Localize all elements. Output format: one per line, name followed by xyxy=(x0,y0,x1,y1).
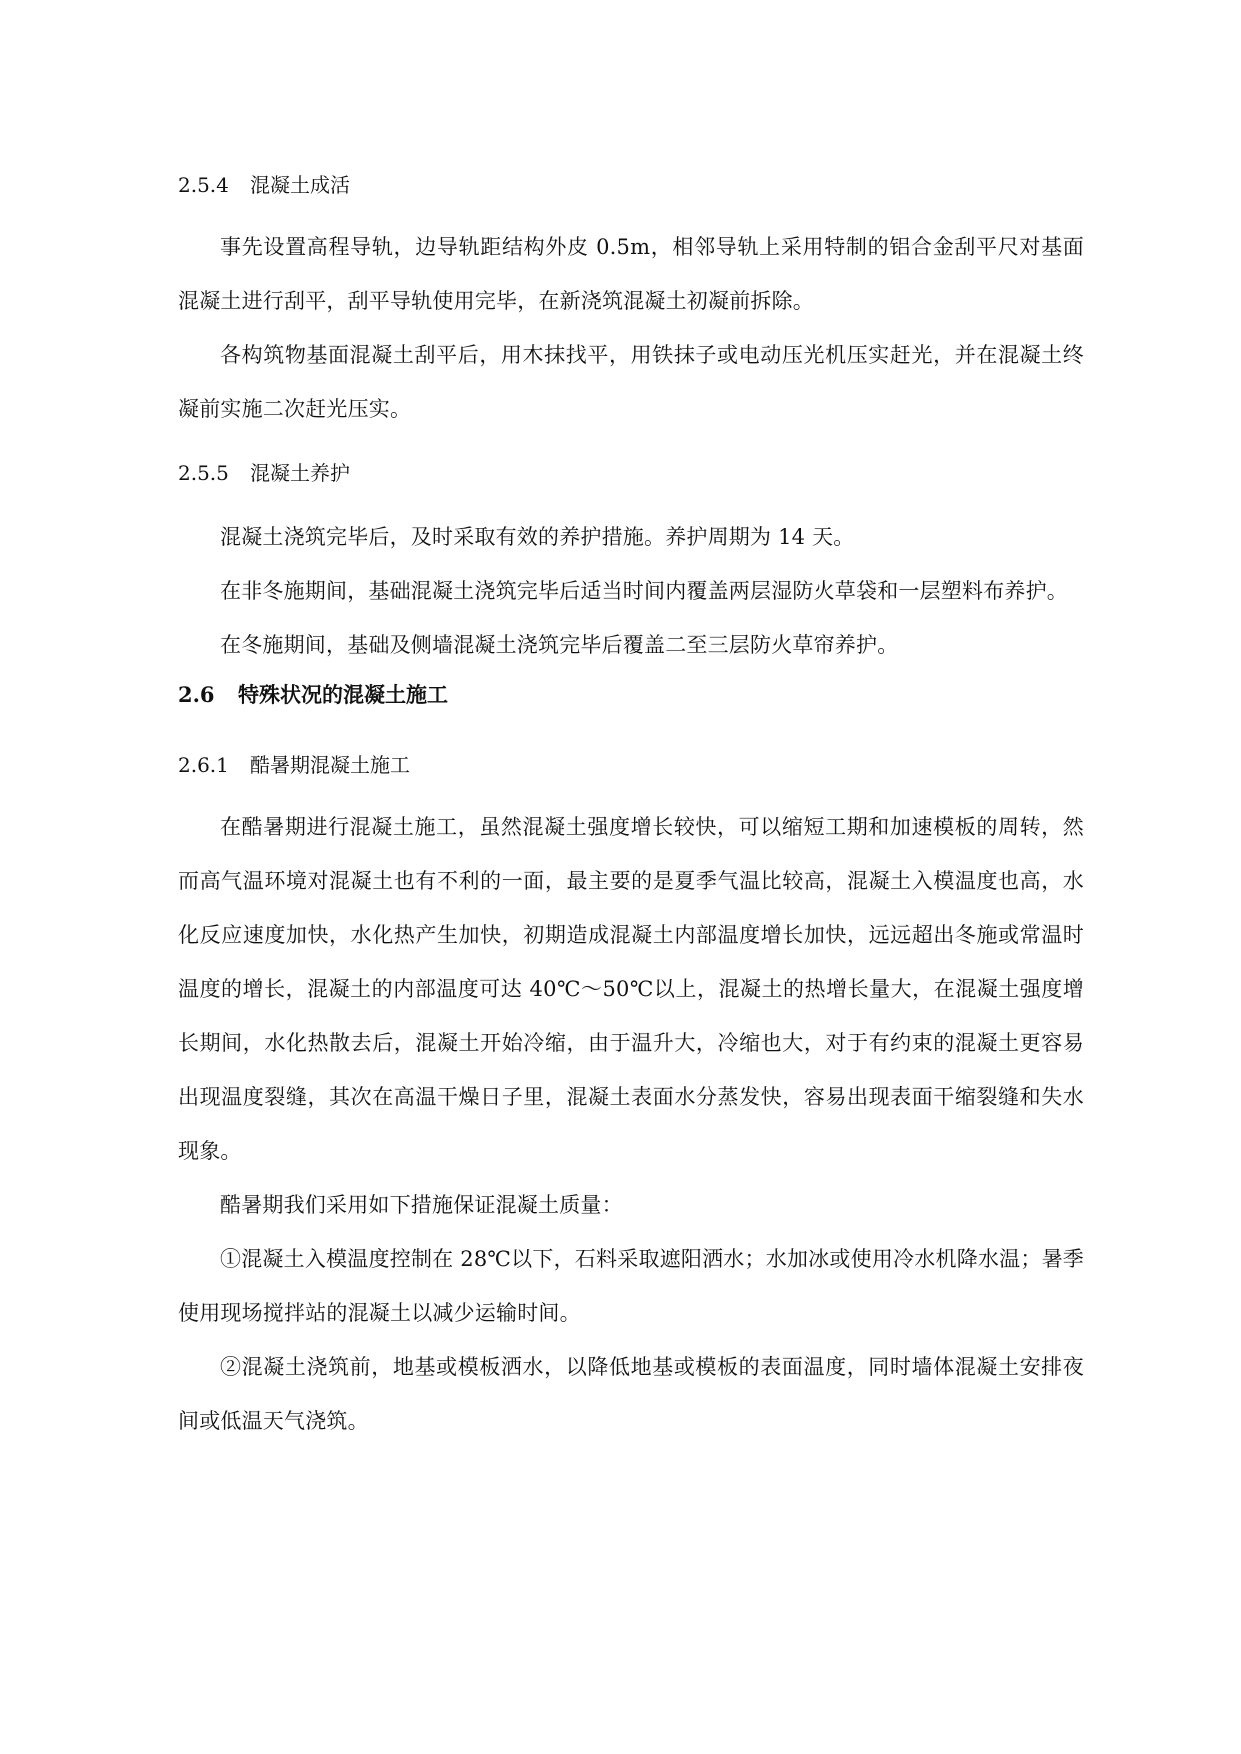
section-number: 2.5.4 xyxy=(178,173,229,197)
section-number: 2.6 xyxy=(178,682,215,707)
section-heading-2-6-1 xyxy=(178,750,1084,780)
document-body xyxy=(178,170,1084,1448)
section-heading-2-5-4 xyxy=(178,170,1084,200)
section-title: 混凝土成活 xyxy=(250,173,350,197)
section-title: 特殊状况的混凝土施工 xyxy=(238,682,448,707)
paragraph: 在酷暑期进行混凝土施工，虽然混凝土强度增长较快，可以缩短工期和加速模板的周转，然而高气温环境对混凝土也有不利的一面，最主要的是夏季气温比较高，混凝土入模温度也高，水化反应速度加快，水化热产生加快，初期造成混凝土内部温度增长加快，远远超出冬施或常温时温度的增长，混凝土的内部温度可达 40℃～50℃以上，混凝土的热增长量大，在混凝土强度增长期间，水化热散去后，混凝土开始冷缩，由于温升大，冷缩也大，对于有约束的混凝土更容易出现温度裂缝，其次在高温干燥日子里，混凝土表面水分蒸发快，容易出现表面干缩裂缝和失水现象。 xyxy=(178,815,1084,1163)
section-number: 2.6.1 xyxy=(178,753,229,777)
section-number: 2.5.5 xyxy=(178,461,229,485)
section-title: 酷暑期混凝土施工 xyxy=(250,753,410,777)
section-title: 混凝土养护 xyxy=(250,461,350,485)
paragraph: 在冬施期间，基础及侧墙混凝土浇筑完毕后覆盖二至三层防火草帘养护。 xyxy=(220,633,899,657)
section-heading-2-6 xyxy=(178,680,1084,710)
paragraph: 在非冬施期间，基础混凝土浇筑完毕后适当时间内覆盖两层湿防火草袋和一层塑料布养护。 xyxy=(220,579,1068,603)
paragraph: 混凝土浇筑完毕后，及时采取有效的养护措施。养护周期为 14 天。 xyxy=(220,525,855,549)
paragraph: ①混凝土入模温度控制在 28℃以下，石料采取遮阳洒水；水加冰或使用冷水机降水温；暑季使用现场搅拌站的混凝土以减少运输时间。 xyxy=(178,1247,1084,1325)
section-heading-2-5-5 xyxy=(178,458,1084,488)
paragraph: 酷暑期我们采用如下措施保证混凝土质量： xyxy=(220,1193,623,1217)
paragraph: ②混凝土浇筑前，地基或模板洒水，以降低地基或模板的表面温度，同时墙体混凝土安排夜间或低温天气浇筑。 xyxy=(178,1355,1084,1433)
paragraph: 事先设置高程导轨，边导轨距结构外皮 0.5m，相邻导轨上采用特制的铝合金刮平尺对基面混凝土进行刮平，刮平导轨使用完毕，在新浇筑混凝土初凝前拆除。 xyxy=(178,235,1084,313)
paragraph: 各构筑物基面混凝土刮平后，用木抹找平，用铁抹子或电动压光机压实赶光，并在混凝土终凝前实施二次赶光压实。 xyxy=(178,343,1084,421)
